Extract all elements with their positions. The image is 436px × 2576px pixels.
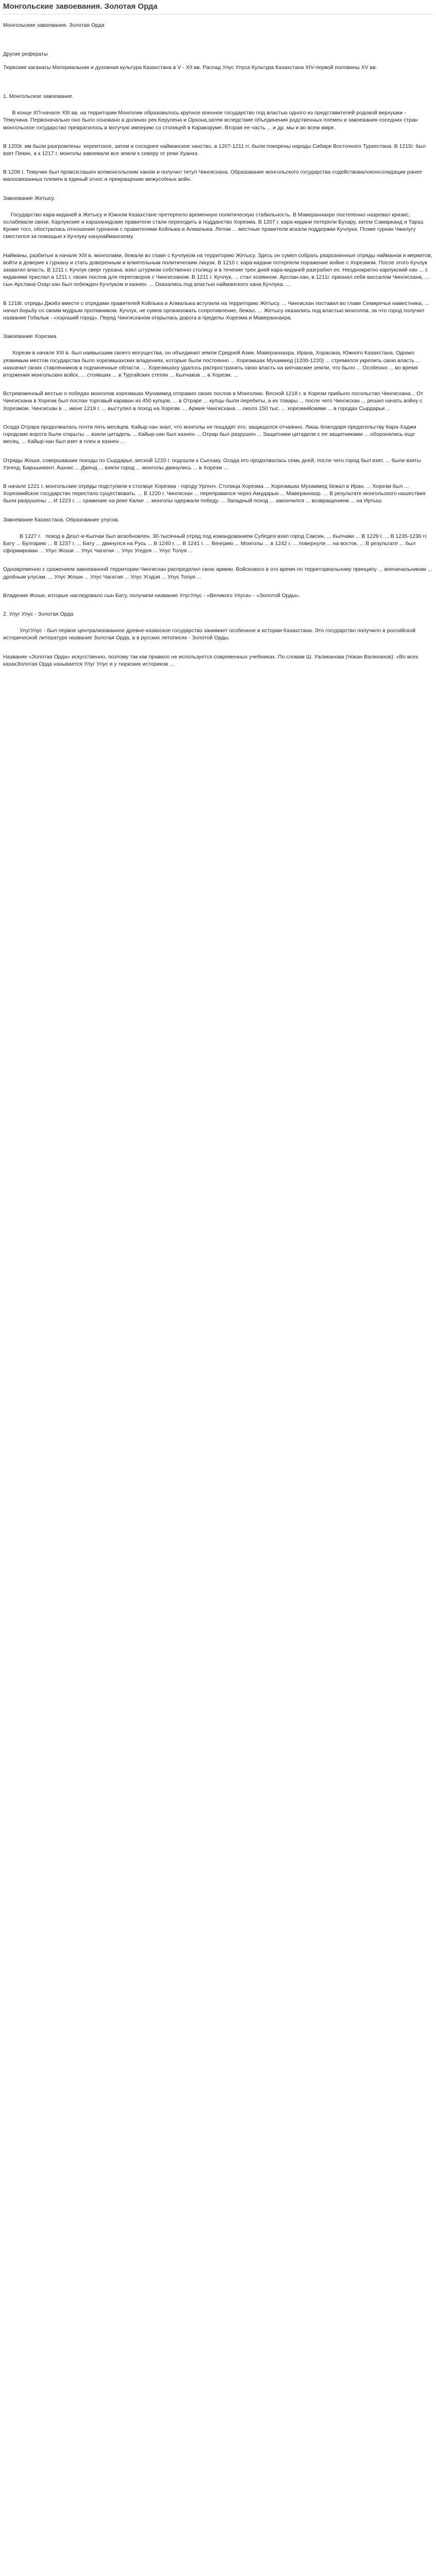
paragraph: Название «Золотая Орда» искусственно, поэтому так как правило не используется современных учебниках. По словам Ш. Уаликанова (Чокан Валиханов): «Во всех казахЗолотая Орда называется Улуг Улус и у тюркских историков ... — [3, 653, 420, 667]
paragraph: В начале 1221 г. монгольские отряды подступили к столице Хорезма - городу Ургенч. Столица Хорезма ... Хорезмшах Мухаммед бежал в Иран. ... Хорезм был ... Хорезмийское государство перестало существовать. ... В 1220 г. Чингисхан ... переправился через Амударью ... Мавераннахр. ... В результате монгольского нашествия были разрушены ... И 1223 г. ... сражение на реке Калке ... монголы одержали победу. ... Западный поход ... закончился ... возвращением ... на Иртыш. — [3, 483, 427, 504]
article-section — [3, 93, 433, 183]
abstract-text: Тюркские каганаты Материальная и духовная культура Казахстана в V - XII вв. Распад Улус Улуса Культура Казахстана XIV-первой половины XV вв. — [3, 64, 377, 71]
document-page — [0, 2, 436, 689]
paragraph: Хорезм в начале XIII в. был наивысшим своего могущества, он объединил земли Средней Азии, Мавераннахра, Ирана, Хорасана, Южного Казахстана. Однако уязвимым местом государства было хорезмшахских владениях, которые были постоянно ... Хорезмшах Мухаммед (1200-1220) ... стремился укрепить свою власть ... назначил своих ставленников в подчиненные области. ... Хорезмшаху удалось распространить свою власть на кипчакские земли, что было ... Особенно ... во время вторжения монгольских войск, ... стоявших ... в Тургайских степях ... Кыпчаков ... в Хорезм. ... — [3, 350, 422, 379]
paragraph: Осада Отрара продолжалась почти пять месяцев. Кайыр-хан знал, что монголы не пощадят его, защищался отчаянно. Лишь благодаря предательству Кара-Хаджи городские ворота были открыты ... взяли цитадель ... Кайыр-хан был казнен ... Отрар был разрушен ... Защитники цитадели с ее защитниками ... оборонялись еще месяц. ... Кайыр-хан был взят в плен и казнен ... — [3, 423, 418, 445]
article-section — [3, 195, 433, 322]
paragraph: В 1203г. им были разгромлены кереитское, затем и соседнее найманское ханство, в 1207-1211 гг. были покорены народы Сибири Восточного Туркестана. В 1215г. был взят Пекин, а к 1217 г. монголы завоевали все земли к северу от реки Хуанхэ. — [3, 143, 427, 157]
paragraph: В 1227 г. поход в Дешт-и-Кыпчак был возобновлен. 30-тысячный отряд под командованием Субедея взял город Саксин, ... Кыпчаки ... В 1229 г. ... В 1235-1236 гг. Бату ... Булгарию ... В 1237 г. ... Бату ... двинулся на Русь ... В 1240 г. ... В 1241 г. ... Венгрию ... Монголы ... в 1242 г. ... повернули ... на восток. ... В результате ... был сформирован ... Улус Жоши ... Улус Чагатая ... Улус Угедея ... Улус Толуя ... — [3, 533, 429, 554]
category-link[interactable]: Другие рефераты — [3, 51, 48, 57]
section-heading: Завоевание Казахстана. Образование улусов. — [3, 516, 119, 523]
paragraph: В 1218г. отряды Джэбэ вместе с отрядами правителей Койлыка и Алмалыка вступили на территорию Жетысу. ... Чингисхан поставил во главе Семиречья наместника, ... начал борьбу со своим мудрым противником. Кучлук, не сумев организовать сопротивление, бежал. ... Жетысу оказались под властью монголов, за что город получил название Гобалык - «хороший город». Перед Чингисханом открылась дорога в пределы Хорезма и Мавераннахра. — [3, 300, 431, 321]
sections-container — [3, 93, 433, 668]
page-title: Монгольские завоевания. Золотая Орда — [3, 2, 433, 14]
paragraph: Одновременно с сражением завоеванной территории Чингисхан распределил свою армию. Войскового в это время по территориальному принципу ... военачальникам ... дробным улусам. ... Улус Жоши ... Улус Чагатая ... Улус Угэдэя ... Улус Толуя ... — [3, 566, 434, 580]
paragraph: Найманы, разбитые в начале XIII в. монголами, бежали во главе с Кучлуком на территорию Жетысу. Здесь он сумел собрать разрозненные отряды найманов и меркитов, войти в доверие к гурхану и стать доверенным и влиятельным политическим лицом. В 1210 г. кара-кидани потерпели поражение войне с Хорезмом. После этого Кучлук захватил власть. В 1211 г. Кучлук сверг гурхана, взял штурмом собственно столицу и в течение трех дней кара-киданей разграбил ее. Неоднократно карлукский хан ... с киданями прислал в 1211 г. своих послов для переговоров с Чингисханом. В 1211 г. Кучлук, ... стал хозяином. Арслан-хан, в 1211г. признал себя вассалом Чингисхана, ... сын Арслана Озар-хан был побежден Кучлуком и казнен. ... Оказались под властью найманского хана Кучлука. ... — [3, 252, 434, 288]
section-heading: Завоевание Хорезма. — [3, 333, 58, 340]
paragraph: УлугУлус - был первое централизованное древне-казахское государство занимает особенное в истории Казахстана. Это государство получило в российской исторической литературе название Золотая Орда, а в русских летописях - Золотой Орды. — [3, 628, 417, 641]
section-heading: 2. Улуг Улус - Золотая Орда — [3, 611, 74, 617]
paragraph: Владения Жоши, которые наследовало сын Бату, получили название УлугУлус - «Великого Улуса» - «Золотой Орды». — [3, 592, 301, 599]
article-section — [3, 516, 433, 599]
subtitle: Монгольские завоевания. Золотая Орда — [3, 22, 104, 28]
article-section — [3, 333, 433, 504]
paragraph: Государство кара-киданей в Жетысу и Южном Казахстане претерпело временную политическую стабильность. В Мавераннахре постепенно назревал кризис, ослабевали связи. Карлукские и караханидские правители стали переходить в подданство Хорезма. В 1207 г. кара-кидани потеряли Бухару, затем Самарканд и Тараз. Кроме того, обострилась отношения гурханов с правителями Койлыка и Алмалыка. Летом ... местные правители искали поддержки Кучлука. Позже гурхан Чжилугу сместился за помощью к Кучлуку канунайманскому. — [3, 211, 426, 240]
paragraph: Встревоженный вестью о победах монголов хорезмшах Мухаммед отправил своих послов в Монголию. Весной 1218 г. в Хорезм прибыло посольство Чингисхана... От Чингисхана в Хорезм был послан торговый караван из 450 купцов, ... в Отраре ... купцы были перебиты, а их товары ... после чего Чингисхан ... решил начать войну с Хорезмом. Чингисхан в ... июне 1219 г. ... выступил в поход на Хорезм. ... Армия Чингисхана ... около 150 тыс. ... хорезмийскими ... в городах Сырдарьи ... — [3, 391, 425, 412]
article-section — [3, 611, 433, 668]
paragraph: В 1206 г. Темучин был провозглашен всемонгольским ханом и получил титул Чингисхана. Образование монгольского государства содействовалоконсолидации ранее малосвязанных племен в единый этнос и прекращению межусобных войн. — [3, 169, 424, 183]
section-heading: Завоевание Жетысу. — [3, 195, 55, 201]
paragraph: Отряды Жоши, совершавшие походы по Сырдарье, весной 1220 г. подошли к Сыгнаку. Осада его продолжалась семь дней, после чего город был взят. ... были взяты Узгенд, Баршынкент, Ашнас ... Дженд ... взяли город ... монголы двинулись ... в Хорезм ... — [3, 457, 423, 471]
section-heading: 1. Монгольское завоевание. — [3, 93, 74, 99]
paragraph: В конце XП-начале XIII вв. на территории Монголии образовалось крупное военное государство под властью одного из представителей родовой верхушки - Темучина. Первоначально оно было основано в долинах рек Керулена и Орхона,затем вследствие объединения родственных племен и завоевания соседних стран монгольское государство превратилось в могучую империю со столицей в Каракоруме. Вторая ее часть ... и др. мы и во всем мире. — [3, 110, 420, 131]
